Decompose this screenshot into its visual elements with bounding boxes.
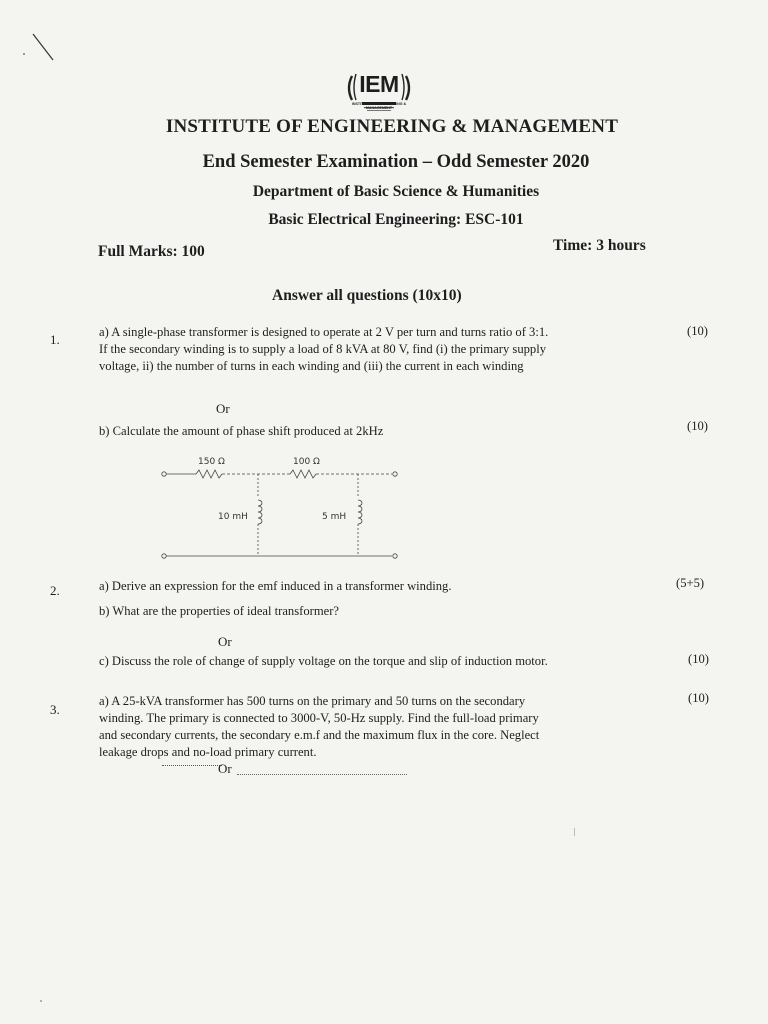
r2-label: 100 Ω <box>293 457 320 467</box>
input-terminal-bottom <box>162 554 166 558</box>
institute-name: INSTITUTE OF ENGINEERING & MANAGEMENT <box>165 116 619 137</box>
text-line: winding. The primary is connected to 3000-V, 50-Hz supply. Find the full-load primary <box>99 711 539 725</box>
text-line: leakage drops and no-load primary current. <box>99 745 317 759</box>
question-1b: b) Calculate the amount of phase shift produced at 2kHz <box>99 424 384 438</box>
marks-label: (10) <box>687 419 708 433</box>
text-line: voltage, ii) the number of turns in each winding and (iii) the current in each winding <box>99 359 524 373</box>
question-2a: a) Derive an expression for the emf induced in a transformer winding. <box>99 579 452 593</box>
text-line: and secondary currents, the secondary e.m.f and the maximum flux in the core. Neglect <box>99 728 540 742</box>
scan-speck <box>574 828 575 836</box>
circuit-diagram <box>150 446 420 566</box>
marks-label: (10) <box>687 324 708 338</box>
scan-speck <box>40 1000 42 1002</box>
full-marks: Full Marks: 100 <box>98 243 205 260</box>
resistor-100-icon <box>290 470 316 478</box>
scan-mark <box>18 30 58 64</box>
question-number: 3. <box>50 702 60 717</box>
iem-logo <box>342 68 416 120</box>
output-terminal-bottom <box>393 554 397 558</box>
l2-label: 5 mH <box>322 512 347 522</box>
r1-label: 150 Ω <box>198 457 225 467</box>
output-terminal-top <box>393 472 397 476</box>
question-number: 1. <box>50 332 60 347</box>
question-number: 2. <box>50 583 60 598</box>
or-separator: Or <box>218 761 232 776</box>
course-title: Basic Electrical Engineering: ESC-101 <box>268 211 524 228</box>
l1-label: 10 mH <box>218 512 248 522</box>
dotted-rule-left <box>162 765 222 766</box>
exam-time: Time: 3 hours <box>553 237 646 254</box>
question-3a <box>99 693 659 761</box>
text-line: If the secondary winding is to supply a load of 8 kVA at 80 V, find (i) the primary supply <box>99 342 547 356</box>
question-2c: c) Discuss the role of change of supply voltage on the torque and slip of induction motor. <box>99 654 548 668</box>
marks-label: (10) <box>688 652 709 666</box>
input-terminal-top <box>162 472 166 476</box>
question-2b: b) What are the properties of ideal transformer? <box>99 604 339 618</box>
or-separator: Or <box>216 401 230 416</box>
instructions: Answer all questions (10x10) <box>272 287 462 304</box>
text-line: a) A single-phase transformer is designed to operate at 2 V per turn and turns ratio of 3:1. <box>99 325 549 339</box>
logo-subtext: INSTITUTE OF ENGINEERING & MANAGEMENT <box>351 102 407 110</box>
inductor-5mh-icon <box>358 500 362 524</box>
logo-text: IEM <box>359 71 399 97</box>
department-name: Department of Basic Science & Humanities <box>252 183 540 200</box>
resistor-150-icon <box>196 470 222 478</box>
dotted-rule-right <box>237 774 407 775</box>
marks-label: (5+5) <box>676 576 705 590</box>
or-separator: Or <box>218 634 232 649</box>
inductor-10mh-icon <box>258 500 262 524</box>
question-1a <box>99 324 659 375</box>
text-line: a) A 25-kVA transformer has 500 turns on the primary and 50 turns on the secondary <box>99 694 526 708</box>
marks-label: (10) <box>688 691 709 705</box>
exam-title: End Semester Examination – Odd Semester 2020 <box>202 152 590 172</box>
